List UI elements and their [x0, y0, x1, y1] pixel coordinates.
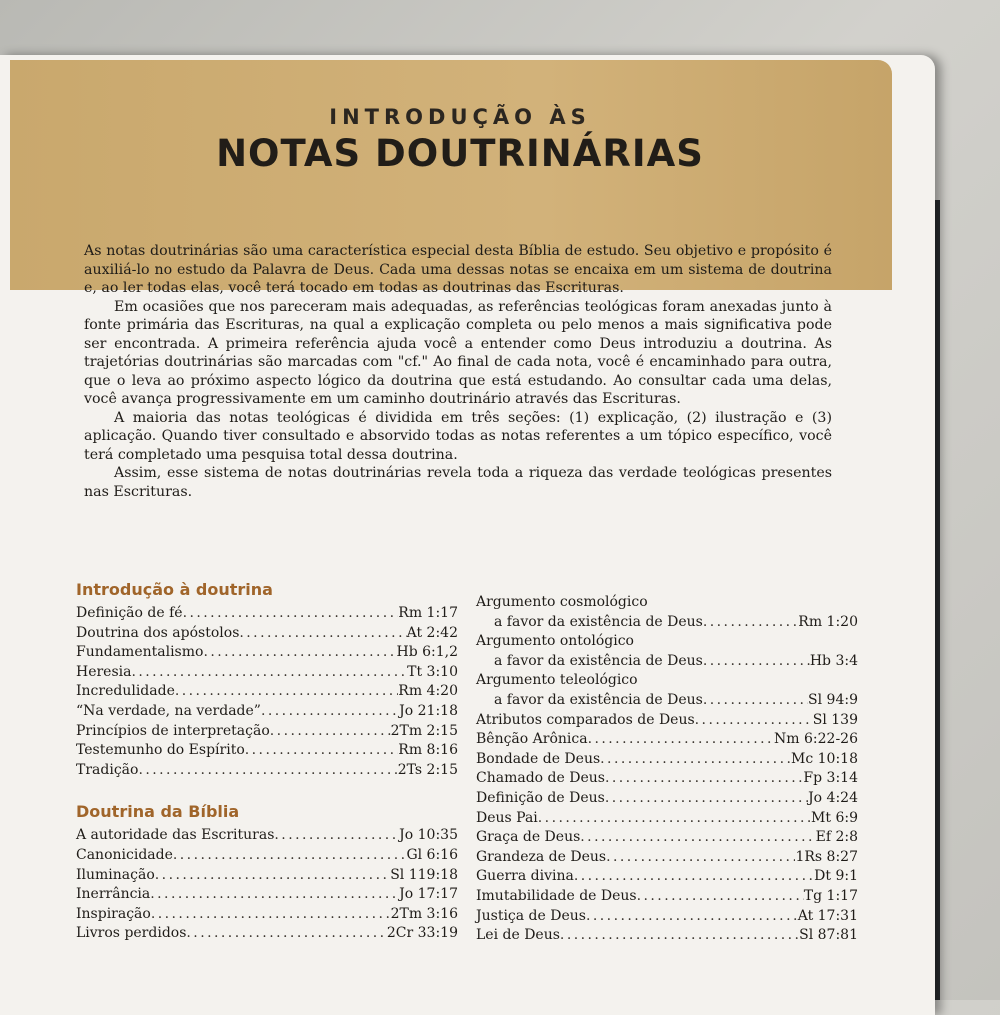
- dot-leader: [138, 761, 397, 781]
- index-entry-reference: Mc 10:18: [791, 750, 858, 767]
- index-entry-reference: Hb 3:4: [809, 652, 858, 669]
- dot-leader: [605, 789, 808, 809]
- index-entry-heading: Argumento cosmológico: [476, 594, 648, 610]
- index-entry-term: Inerrância: [76, 886, 151, 903]
- index-entry: [476, 730, 858, 750]
- index-entry-term: Bondade de Deus: [476, 750, 601, 767]
- index-entry-reference: 1Rs 8:27: [795, 848, 858, 865]
- dot-leader: [600, 750, 791, 770]
- index-entry-term: Justiça de Deus: [476, 907, 586, 924]
- dot-leader: [183, 604, 399, 624]
- index-entry-term: Bênção Arônica: [476, 731, 588, 748]
- index-entry-term: Graça de Deus: [476, 829, 581, 846]
- index-entry: [76, 663, 458, 683]
- dot-leader: [186, 924, 386, 944]
- index-entry-reference: 2Cr 33:19: [386, 925, 458, 942]
- index-entry: [476, 828, 858, 848]
- intro-paragraph: As notas doutrinárias são uma característica especial desta Bíblia de estudo. Seu objetivo e propósito é auxiliá-lo no estudo da Palavra de Deus. Cada uma dessas notas se encaixa em um sistema de doutrina e, ao ler todas elas, você terá tocado em todas as doutrinas das Escrituras.: [84, 243, 832, 296]
- index-entry: [476, 613, 858, 633]
- index-entry: [76, 905, 458, 925]
- dot-leader: [703, 652, 810, 672]
- dot-leader: [203, 643, 396, 663]
- index-entry: [76, 924, 458, 944]
- index-entry-reference: Rm 8:16: [398, 742, 458, 759]
- index-entry-term: Tradição: [76, 761, 139, 778]
- section-title: Doutrina da Bíblia: [76, 802, 240, 822]
- index-entry-reference: Nm 6:22-26: [774, 731, 858, 748]
- dot-leader: [588, 730, 774, 750]
- index-entry-term: Definição de Deus: [476, 789, 605, 806]
- dot-leader: [173, 846, 407, 866]
- dot-leader: [261, 702, 399, 722]
- dot-leader: [538, 809, 811, 829]
- index-left-column: [76, 578, 458, 944]
- index-entry: [76, 761, 458, 781]
- section-list: [476, 593, 858, 946]
- dot-leader: [605, 769, 803, 789]
- index-entry-reference: Sl 119:18: [390, 866, 458, 883]
- index-entry: [76, 682, 458, 702]
- index-right-column: [476, 593, 858, 946]
- dot-leader: [637, 887, 804, 907]
- index-entry-reference: At 17:31: [797, 907, 858, 924]
- index-entry-term: a favor da existência de Deus: [494, 652, 703, 669]
- dot-leader: [703, 691, 808, 711]
- index-entry: [76, 702, 458, 722]
- index-entry: [76, 846, 458, 866]
- index-entry-term: Testemunho do Espírito: [76, 742, 245, 759]
- index-entry: [476, 711, 858, 731]
- dot-leader: [175, 682, 398, 702]
- index-entry: [476, 691, 858, 711]
- index-entry-term: Princípios de interpretação: [76, 722, 270, 739]
- index-entry-reference: Sl 87:81: [799, 927, 858, 944]
- dot-leader: [131, 663, 407, 683]
- index-entry-term: “Na verdade, na verdade”: [76, 702, 261, 719]
- index-entry: [476, 926, 858, 946]
- index-entry-term: Doutrina dos apóstolos: [76, 624, 240, 641]
- dot-leader: [270, 722, 391, 742]
- dot-leader: [703, 613, 798, 633]
- index-entry-reference: Sl 139: [812, 711, 858, 728]
- index-entry: [476, 848, 858, 868]
- index-entry-term: Inspiração: [76, 905, 151, 922]
- index-entry-term: a favor da existência de Deus: [494, 691, 703, 708]
- index-entry-term: Guerra divina: [476, 868, 574, 885]
- index-entry-reference: Jo 21:18: [399, 702, 458, 719]
- intro-paragraph: Assim, esse sistema de notas doutrinárias revela toda a riqueza das verdade teológicas presentes nas Escrituras.: [84, 465, 832, 500]
- index-entry: [476, 769, 858, 789]
- dot-leader: [580, 828, 815, 848]
- index-entry-term: Grandeza de Deus: [476, 848, 607, 865]
- index-entry-term: Livros perdidos: [76, 925, 187, 942]
- dot-leader: [274, 826, 399, 846]
- index-entry-reference: At 2:42: [406, 624, 458, 641]
- section-list: [76, 826, 458, 944]
- dot-leader: [586, 907, 798, 927]
- dot-leader: [151, 905, 391, 925]
- section-list: [76, 604, 458, 780]
- index-entry: [76, 643, 458, 663]
- index-entry: [476, 789, 858, 809]
- index-entry-heading: Argumento teleológico: [476, 672, 638, 689]
- index-entry-reference: Ef 2:8: [815, 829, 858, 846]
- section-title: Introdução à doutrina: [76, 580, 273, 599]
- index-entry-term: Definição de fé: [76, 605, 183, 621]
- index-entry-reference: 2Tm 3:16: [390, 905, 458, 922]
- index-entry-reference: 2Tm 2:15: [390, 722, 458, 739]
- index-entry-reference: Rm 1:17: [398, 605, 458, 621]
- dot-leader: [150, 885, 399, 905]
- index-entry-reference: Gl 6:16: [406, 846, 458, 863]
- intro-paragraph: A maioria das notas teológicas é dividida em três seções: (1) explicação, (2) ilustração e (3) aplicação. Quando tiver consultado e absorvido todas as notas referentes a um tópico específico, você terá completado uma pesquisa total dessa doutrina.: [84, 409, 832, 463]
- index-entry: [476, 809, 858, 829]
- index-entry-reference: 2Ts 2:15: [397, 761, 458, 778]
- index-entry: [476, 750, 858, 770]
- index-entry-reference: Dt 9:1: [814, 868, 858, 885]
- index-entry: [476, 867, 858, 887]
- index-entry: [76, 722, 458, 742]
- index-entry-term: A autoridade das Escrituras: [76, 827, 275, 844]
- index-entry-reference: Jo 4:24: [808, 789, 858, 806]
- page-subtitle: INTRODUÇÃO ÀS: [329, 105, 591, 129]
- index-entry: [76, 604, 458, 624]
- index-entry-reference: Fp 3:14: [803, 770, 858, 787]
- index-entry: [76, 826, 458, 846]
- index-entry-term: Canonicidade: [76, 846, 173, 863]
- index-entry-term: Deus Pai: [476, 809, 538, 826]
- dot-leader: [574, 867, 814, 887]
- index-entry: [76, 741, 458, 761]
- index-entry: [76, 624, 458, 644]
- index-entry-term: Atributos comparados de Deus: [476, 711, 695, 728]
- dot-leader: [239, 624, 406, 644]
- index-entry-term: Imutabilidade de Deus: [476, 887, 637, 904]
- index-entry: [476, 652, 858, 672]
- dot-leader: [560, 926, 799, 946]
- dot-leader: [155, 866, 390, 886]
- dot-leader: [245, 741, 399, 761]
- index-entry-term: a favor da existência de Deus: [494, 613, 703, 630]
- index-entry: [476, 887, 858, 907]
- index-entry-reference: Sl 94:9: [808, 691, 858, 708]
- index-entry: [76, 885, 458, 905]
- page-title: NOTAS DOUTRINÁRIAS: [216, 132, 704, 175]
- index-entry-term: Incredulidade: [76, 683, 175, 700]
- index-entry-term: Iluminação: [76, 866, 155, 883]
- dot-leader: [695, 711, 813, 731]
- index-entry-reference: Jo 10:35: [399, 827, 458, 844]
- index-entry-reference: Mt 6:9: [811, 809, 858, 826]
- index-entry: [76, 866, 458, 886]
- intro-text: [84, 242, 832, 501]
- index-entry-reference: Jo 17:17: [399, 886, 458, 903]
- index-entry-heading: Argumento ontológico: [476, 633, 634, 650]
- index-entry-reference: Tg 1:17: [803, 887, 858, 904]
- index-entry-reference: Tt 3:10: [407, 663, 458, 680]
- dot-leader: [606, 848, 795, 868]
- index-entry-reference: Hb 6:1,2: [396, 644, 458, 661]
- index-entry-reference: Rm 1:20: [798, 613, 858, 630]
- index-entry-term: Fundamentalismo: [76, 644, 204, 661]
- intro-paragraph: Em ocasiões que nos pareceram mais adequadas, as referências teológicas foram anexadas junto à fonte primária das Escrituras, na qual a explicação completa ou pelo menos a mais significativa pode ser encontrada. A primeira referência ajuda você a entender como Deus introduziu a doutrina. As trajetórias doutrinárias são marcadas com "cf." Ao final de cada nota, você é encaminhado para outra, que o leva ao próximo aspecto lógico da doutrina que está estudando. Ao consultar cada uma delas, você avança progressivamente em um caminho doutrinário através das Escrituras.: [84, 298, 832, 407]
- index-entry-term: Lei de Deus: [476, 927, 560, 944]
- index-entry: [476, 907, 858, 927]
- index-entry-reference: Rm 4:20: [398, 683, 458, 700]
- index-entry-term: Heresia: [76, 663, 132, 680]
- index-entry-term: Chamado de Deus: [476, 770, 605, 787]
